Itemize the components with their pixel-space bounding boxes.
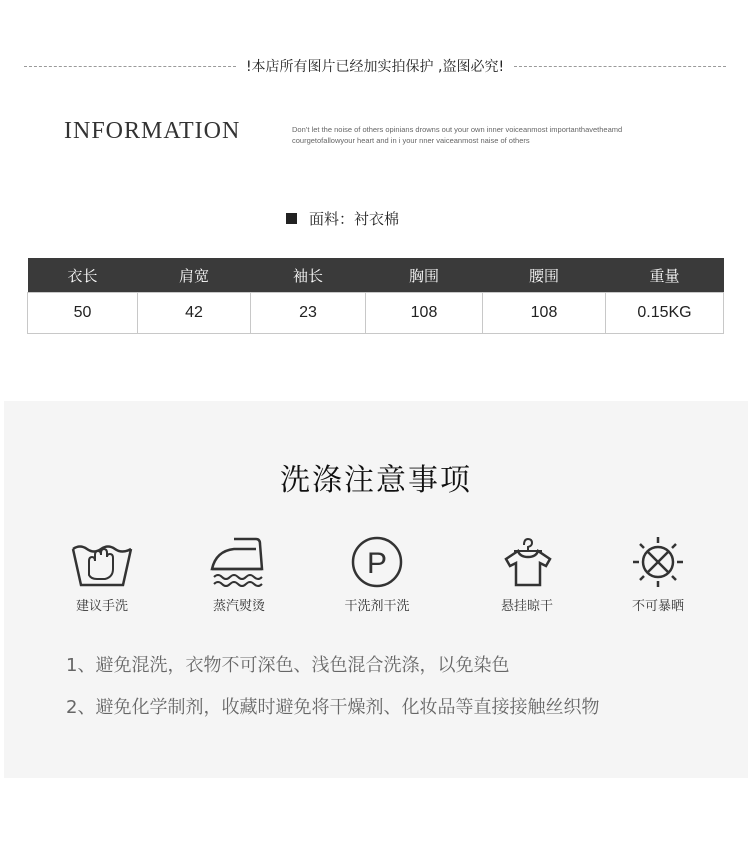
steam-iron-icon bbox=[204, 535, 274, 589]
care-icon-item bbox=[42, 535, 162, 614]
information-subtitle-line1: Don’t let the noise of others opinians drowns out your own inner voiceanmost importanthavetheamd bbox=[292, 125, 623, 134]
table-row bbox=[28, 293, 724, 334]
care-icons bbox=[4, 535, 748, 625]
care-note: 1、避免混洗，衣物不可深色、浅色混合洗涤，以免染色 bbox=[66, 655, 510, 676]
square-bullet-icon bbox=[286, 213, 297, 224]
dry-clean-p-icon bbox=[342, 535, 412, 589]
fabric-info bbox=[286, 207, 399, 229]
care-icon-item bbox=[317, 535, 437, 614]
size-table-header bbox=[28, 258, 724, 293]
copyright-notice bbox=[24, 56, 726, 76]
no-sun-icon bbox=[623, 535, 693, 589]
divider-left bbox=[24, 66, 236, 67]
header-cell: 胸围 bbox=[366, 258, 483, 293]
information-subtitle-line2: courgetofallowyour heart and in i your nner vaiceanmost naise of others bbox=[292, 136, 530, 145]
care-icon-label: 不可暴晒 bbox=[631, 599, 684, 614]
care-note: 2、避免化学制剂，收藏时避免将干燥剂、化妆品等直接接触丝织物 bbox=[66, 697, 600, 718]
notice-text: !本店所有图片已经加实拍保护 ,盗图必究! bbox=[245, 59, 505, 75]
header-cell: 衣长 bbox=[28, 258, 138, 293]
svg-text:P: P bbox=[366, 547, 388, 580]
care-icon-label: 蒸汽熨烫 bbox=[212, 599, 265, 614]
information-subtitle bbox=[292, 124, 732, 146]
value-cell: 23 bbox=[251, 293, 366, 334]
value-cell: 108 bbox=[483, 293, 606, 334]
care-title: 洗涤注意事项 bbox=[280, 463, 472, 498]
header-cell: 重量 bbox=[606, 258, 724, 293]
size-table bbox=[27, 258, 724, 334]
header-cell: 袖长 bbox=[251, 258, 366, 293]
value-cell: 50 bbox=[28, 293, 138, 334]
care-icon-item bbox=[467, 535, 587, 614]
care-icon-item bbox=[179, 535, 299, 614]
care-icon-label: 干洗剂干洗 bbox=[344, 599, 410, 614]
fabric-text: 面料：衬衣棉 bbox=[309, 209, 400, 228]
care-icon-label: 建议手洗 bbox=[75, 599, 128, 614]
value-cell: 108 bbox=[366, 293, 483, 334]
value-cell: 0.15KG bbox=[606, 293, 724, 334]
care-icon-item bbox=[598, 535, 718, 614]
value-cell: 42 bbox=[138, 293, 251, 334]
hang-dry-icon bbox=[492, 535, 562, 589]
header-cell: 肩宽 bbox=[138, 258, 251, 293]
divider-right bbox=[514, 66, 726, 67]
care-notes bbox=[66, 651, 599, 735]
care-icon-label: 悬挂晾干 bbox=[500, 599, 553, 614]
information-title: INFORMATION bbox=[64, 118, 241, 144]
care-section bbox=[4, 401, 748, 778]
hand-wash-icon bbox=[67, 535, 137, 589]
header-cell: 腰围 bbox=[483, 258, 606, 293]
